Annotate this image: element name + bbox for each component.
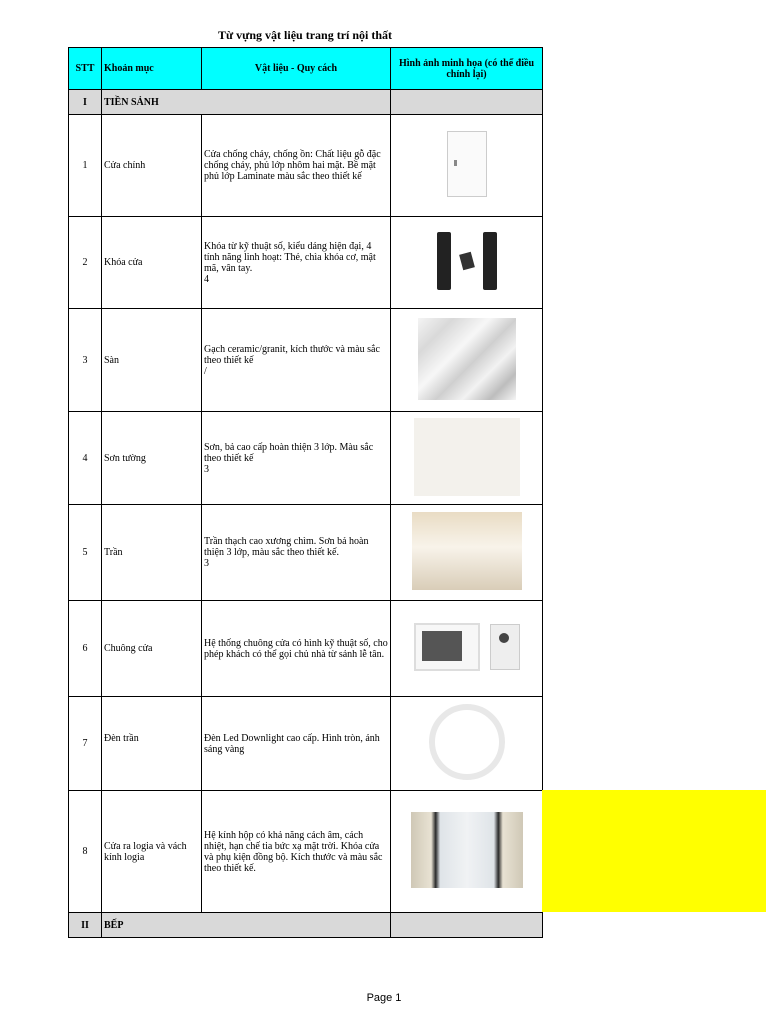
logia-window-image xyxy=(411,812,523,888)
table-row xyxy=(69,309,543,412)
row-image xyxy=(391,601,543,697)
table-row xyxy=(69,505,543,601)
table-row xyxy=(69,217,543,309)
header-material: Vật liệu - Quy cách xyxy=(202,48,391,90)
row-category: Trần xyxy=(102,505,202,601)
section-empty-cell xyxy=(391,913,543,938)
row-category: Đèn trần xyxy=(102,697,202,791)
row-description: Hệ kính hộp có khả năng cách âm, cách nhiệt, hạn chế tia bức xạ mặt trời. Khóa cửa và phụ kiện đồng bộ. Kích thước và màu sắc theo thiết kế. xyxy=(202,791,391,913)
row-category: Sàn xyxy=(102,309,202,412)
marble-tile-image xyxy=(418,318,516,400)
row-number: 1 xyxy=(69,115,102,217)
row-number: 3 xyxy=(69,309,102,412)
row-description: Trần thạch cao xương chìm. Sơn bả hoàn thiện 3 lớp, màu sắc theo thiết kế. 3 xyxy=(202,505,391,601)
digital-lock-image xyxy=(437,232,497,290)
row-image xyxy=(391,791,543,913)
led-downlight-image xyxy=(429,704,505,780)
row-image xyxy=(391,115,543,217)
row-image xyxy=(391,217,543,309)
highlight-block xyxy=(542,790,766,912)
row-category: Cửa chính xyxy=(102,115,202,217)
row-number: 2 xyxy=(69,217,102,309)
row-number: 4 xyxy=(69,412,102,505)
paint-texture-image xyxy=(414,418,520,496)
row-description: Sơn, bả cao cấp hoàn thiện 3 lớp. Màu sắc theo thiết kế 3 xyxy=(202,412,391,505)
document-title: Từ vựng vật liệu trang trí nội thất xyxy=(217,28,393,42)
row-number: 5 xyxy=(69,505,102,601)
row-image xyxy=(391,309,543,412)
page-number: Page 1 xyxy=(366,992,402,1004)
header-category: Khoản mục xyxy=(102,48,202,90)
video-intercom-image xyxy=(414,623,520,671)
section-row xyxy=(69,90,543,115)
row-number: 7 xyxy=(69,697,102,791)
header-stt: STT xyxy=(69,48,102,90)
row-number: 6 xyxy=(69,601,102,697)
row-category: Khóa cửa xyxy=(102,217,202,309)
row-image xyxy=(391,697,543,791)
door-image xyxy=(447,131,487,197)
table-header-row xyxy=(69,48,543,90)
row-category: Chuông cửa xyxy=(102,601,202,697)
materials-table xyxy=(68,47,543,938)
table-row xyxy=(69,601,543,697)
row-description: Gạch ceramic/granit, kích thước và màu sắc theo thiết kế / xyxy=(202,309,391,412)
row-description: Đèn Led Downlight cao cấp. Hình tròn, ánh sáng vàng xyxy=(202,697,391,791)
row-description: Cửa chống cháy, chống ồn: Chất liệu gỗ đặc chống cháy, phủ lớp nhôm hai mặt. Bề mặt phủ lớp Laminate màu sắc theo thiết kế xyxy=(202,115,391,217)
table-row xyxy=(69,791,543,913)
row-category: Cửa ra logia và vách kính logia xyxy=(102,791,202,913)
table-row xyxy=(69,115,543,217)
section-label: BẾP xyxy=(102,913,391,938)
row-description: Hệ thống chuông cửa có hình kỹ thuật số, cho phép khách có thể gọi chủ nhà từ sảnh lễ tân. xyxy=(202,601,391,697)
row-number: 8 xyxy=(69,791,102,913)
table-row xyxy=(69,697,543,791)
table-row xyxy=(69,412,543,505)
section-number: II xyxy=(69,913,102,938)
header-image: Hình ảnh minh họa (có thể điều chỉnh lại) xyxy=(391,48,543,90)
row-image xyxy=(391,412,543,505)
row-category: Sơn tường xyxy=(102,412,202,505)
section-empty-cell xyxy=(391,90,543,115)
gypsum-ceiling-image xyxy=(412,512,522,590)
section-row xyxy=(69,913,543,938)
section-label: TIỀN SẢNH xyxy=(102,90,391,115)
row-description: Khóa từ kỹ thuật số, kiểu dáng hiện đại, 4 tính năng linh hoạt: Thẻ, chìa khóa cơ, mật mã, vân tay. 4 xyxy=(202,217,391,309)
section-number: I xyxy=(69,90,102,115)
row-image xyxy=(391,505,543,601)
